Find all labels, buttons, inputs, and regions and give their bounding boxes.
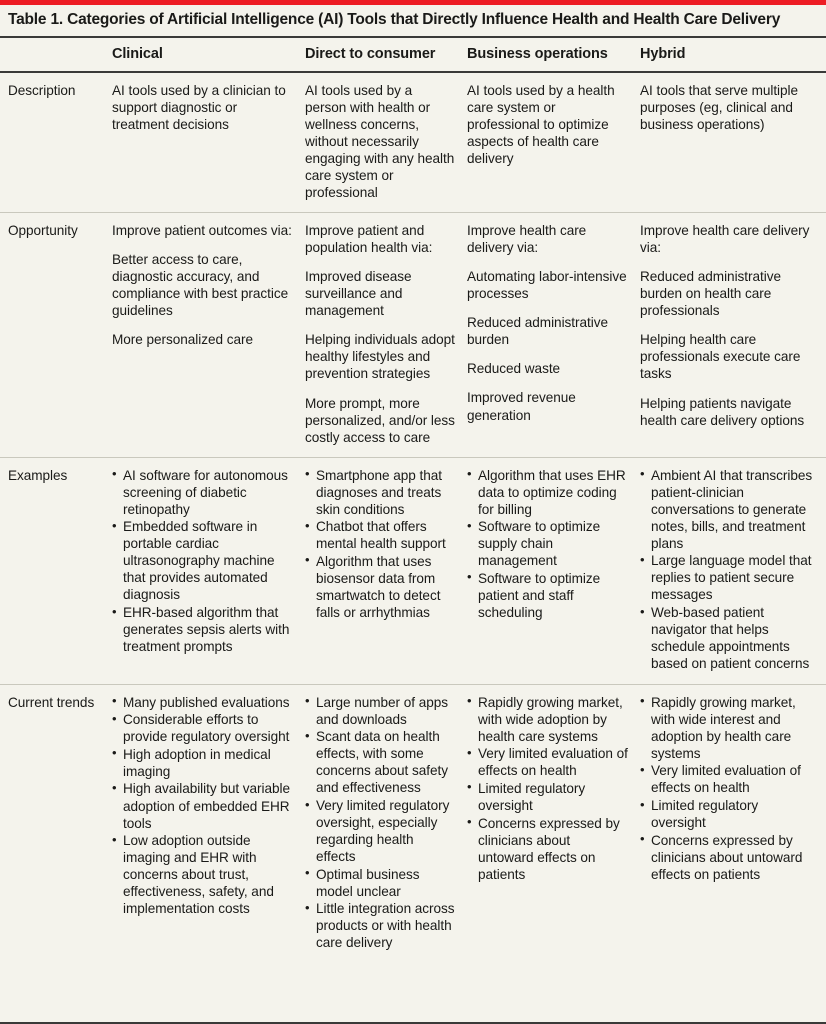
cell-paragraph: More prompt, more personalized, and/or less costly access to care bbox=[305, 395, 455, 445]
cell-paragraph: Improve patient outcomes via: bbox=[112, 223, 292, 239]
bullet-item: • High availability but variable adoption of embedded EHR tools bbox=[112, 780, 294, 831]
bullet-item: • Optimal business model unclear bbox=[305, 866, 456, 900]
bullet-list bbox=[305, 467, 456, 621]
table-cell bbox=[112, 213, 305, 457]
table-row bbox=[0, 458, 826, 684]
table-cell bbox=[640, 73, 826, 212]
table-row bbox=[0, 213, 826, 457]
cell-paragraph: AI tools used by a clinician to support diagnostic or treatment decisions bbox=[112, 82, 286, 132]
bullet-item: • Algorithm that uses biosensor data from smartwatch to detect falls or arrhythmias bbox=[305, 553, 456, 621]
bullet-list bbox=[467, 467, 629, 621]
bullet-item: • Web-based patient navigator that helps schedule appointments based on patient concerns bbox=[640, 604, 815, 672]
cell-paragraph: Reduced administrative burden on health care professionals bbox=[640, 269, 781, 319]
bullet-item: • Many published evaluations bbox=[112, 694, 294, 711]
bullet-item: • Smartphone app that diagnoses and treats skin conditions bbox=[305, 467, 456, 518]
bullet-item: • Rapidly growing market, with wide interest and adoption by health care systems bbox=[640, 694, 815, 762]
column-header-row-label bbox=[0, 38, 112, 71]
table-cell bbox=[467, 458, 640, 684]
table-cell bbox=[467, 685, 640, 963]
cell-paragraph: AI tools used by a person with health or wellness concerns, without necessarily engaging with any health care system or professional bbox=[305, 82, 455, 201]
header-row bbox=[0, 38, 826, 71]
table-cell bbox=[467, 213, 640, 457]
table-cell bbox=[640, 213, 826, 457]
table-head bbox=[0, 38, 826, 71]
row-label-examples: Examples bbox=[8, 467, 68, 483]
bullet-item: • Low adoption outside imaging and EHR with concerns about trust, effectiveness, safety, and implementation costs bbox=[112, 832, 294, 917]
bullet-item: • Limited regulatory oversight bbox=[640, 797, 815, 831]
table-cell bbox=[112, 685, 305, 963]
cell-paragraph: Improve patient and population health via: bbox=[305, 223, 433, 256]
bullet-list bbox=[112, 694, 294, 918]
data-table-body bbox=[0, 73, 826, 963]
cell-paragraph: Improved revenue generation bbox=[467, 390, 576, 423]
cell-paragraph: AI tools that serve multiple purposes (eg, clinical and business operations) bbox=[640, 82, 799, 132]
table-cell bbox=[305, 213, 467, 457]
table-row bbox=[0, 73, 826, 212]
bullet-list bbox=[305, 694, 456, 952]
cell-paragraph: Helping patients navigate health care delivery options bbox=[640, 395, 805, 428]
row-label-current-trends: Current trends bbox=[8, 694, 95, 710]
table-cell bbox=[112, 458, 305, 684]
cell-paragraph: Reduced waste bbox=[467, 361, 561, 377]
table-cell bbox=[467, 73, 640, 212]
cell-paragraph: Improve health care delivery via: bbox=[640, 223, 810, 256]
cell-paragraph: Automating labor-intensive processes bbox=[467, 269, 627, 302]
table-row bbox=[0, 685, 826, 963]
bullet-item: • Very limited evaluation of effects on health bbox=[467, 745, 629, 779]
table-cell bbox=[305, 685, 467, 963]
bullet-item: • Embedded software in portable cardiac ultrasonography machine that provides automated diagnosis bbox=[112, 518, 294, 603]
bullet-list bbox=[640, 467, 815, 673]
bullet-item: • Concerns expressed by clinicians about untoward effects on patients bbox=[640, 832, 815, 883]
bullet-item: • Little integration across products or with health care delivery bbox=[305, 900, 456, 951]
table-body-wrapper bbox=[0, 38, 826, 1022]
bullet-item: • Algorithm that uses EHR data to optimize coding for billing bbox=[467, 467, 629, 518]
table-cell bbox=[640, 685, 826, 963]
data-table bbox=[0, 38, 826, 71]
bullet-list bbox=[467, 694, 629, 883]
bullet-item: • Large language model that replies to patient secure messages bbox=[640, 552, 815, 603]
column-header-clinical: Clinical bbox=[112, 45, 163, 62]
bullet-item: • Limited regulatory oversight bbox=[467, 780, 629, 814]
bullet-item: • Large number of apps and downloads bbox=[305, 694, 456, 728]
cell-paragraph: Helping individuals adopt healthy lifestyles and prevention strategies bbox=[305, 332, 455, 382]
bullet-item: • Rapidly growing market, with wide adoption by health care systems bbox=[467, 694, 629, 745]
column-header-direct-to-consumer: Direct to consumer bbox=[305, 45, 436, 62]
cell-paragraph: More personalized care bbox=[112, 332, 253, 348]
table-cell bbox=[305, 458, 467, 684]
bullet-item: • Chatbot that offers mental health support bbox=[305, 518, 456, 552]
bullet-item: • Very limited evaluation of effects on health bbox=[640, 762, 815, 796]
table-cell bbox=[112, 73, 305, 212]
bullet-item: • Software to optimize patient and staff scheduling bbox=[467, 570, 629, 621]
row-label-opportunity: Opportunity bbox=[8, 223, 78, 239]
bullet-item: • Very limited regulatory oversight, especially regarding health effects bbox=[305, 797, 456, 865]
cell-paragraph: Better access to care, diagnostic accuracy, and compliance with best practice guidelines bbox=[112, 252, 289, 319]
cell-paragraph: AI tools used by a health care system or professional to optimize aspects of health care delivery bbox=[467, 82, 615, 166]
cell-paragraph: Improved disease surveillance and management bbox=[305, 269, 412, 319]
bullet-item: • Considerable efforts to provide regulatory oversight bbox=[112, 711, 294, 745]
bullet-item: • AI software for autonomous screening of diabetic retinopathy bbox=[112, 467, 294, 518]
bullet-item: • Software to optimize supply chain management bbox=[467, 518, 629, 569]
table-cell bbox=[640, 458, 826, 684]
table-title: Table 1. Categories of Artificial Intelligence (AI) Tools that Directly Influence Health and Health Care Delivery bbox=[8, 11, 781, 28]
bullet-item: • Scant data on health effects, with some concerns about safety and effectiveness bbox=[305, 728, 456, 796]
bullet-list bbox=[640, 694, 815, 883]
table-body bbox=[0, 73, 826, 963]
bullet-item: • High adoption in medical imaging bbox=[112, 746, 294, 780]
bullet-item: • Concerns expressed by clinicians about untoward effects on patients bbox=[467, 815, 629, 883]
cell-paragraph: Improve health care delivery via: bbox=[467, 223, 587, 256]
cell-paragraph: Helping health care professionals execute care tasks bbox=[640, 332, 801, 382]
bullet-list bbox=[112, 467, 294, 656]
bullet-item: • EHR-based algorithm that generates sepsis alerts with treatment prompts bbox=[112, 604, 294, 655]
column-header-hybrid: Hybrid bbox=[640, 45, 686, 62]
table-cell bbox=[305, 73, 467, 212]
row-label-description: Description bbox=[8, 82, 76, 98]
column-header-business-operations: Business operations bbox=[467, 45, 608, 62]
cell-paragraph: Reduced administrative burden bbox=[467, 315, 608, 348]
bullet-item: • Ambient AI that transcribes patient-clinician conversations to generate notes, bills, and treatment plans bbox=[640, 467, 815, 552]
